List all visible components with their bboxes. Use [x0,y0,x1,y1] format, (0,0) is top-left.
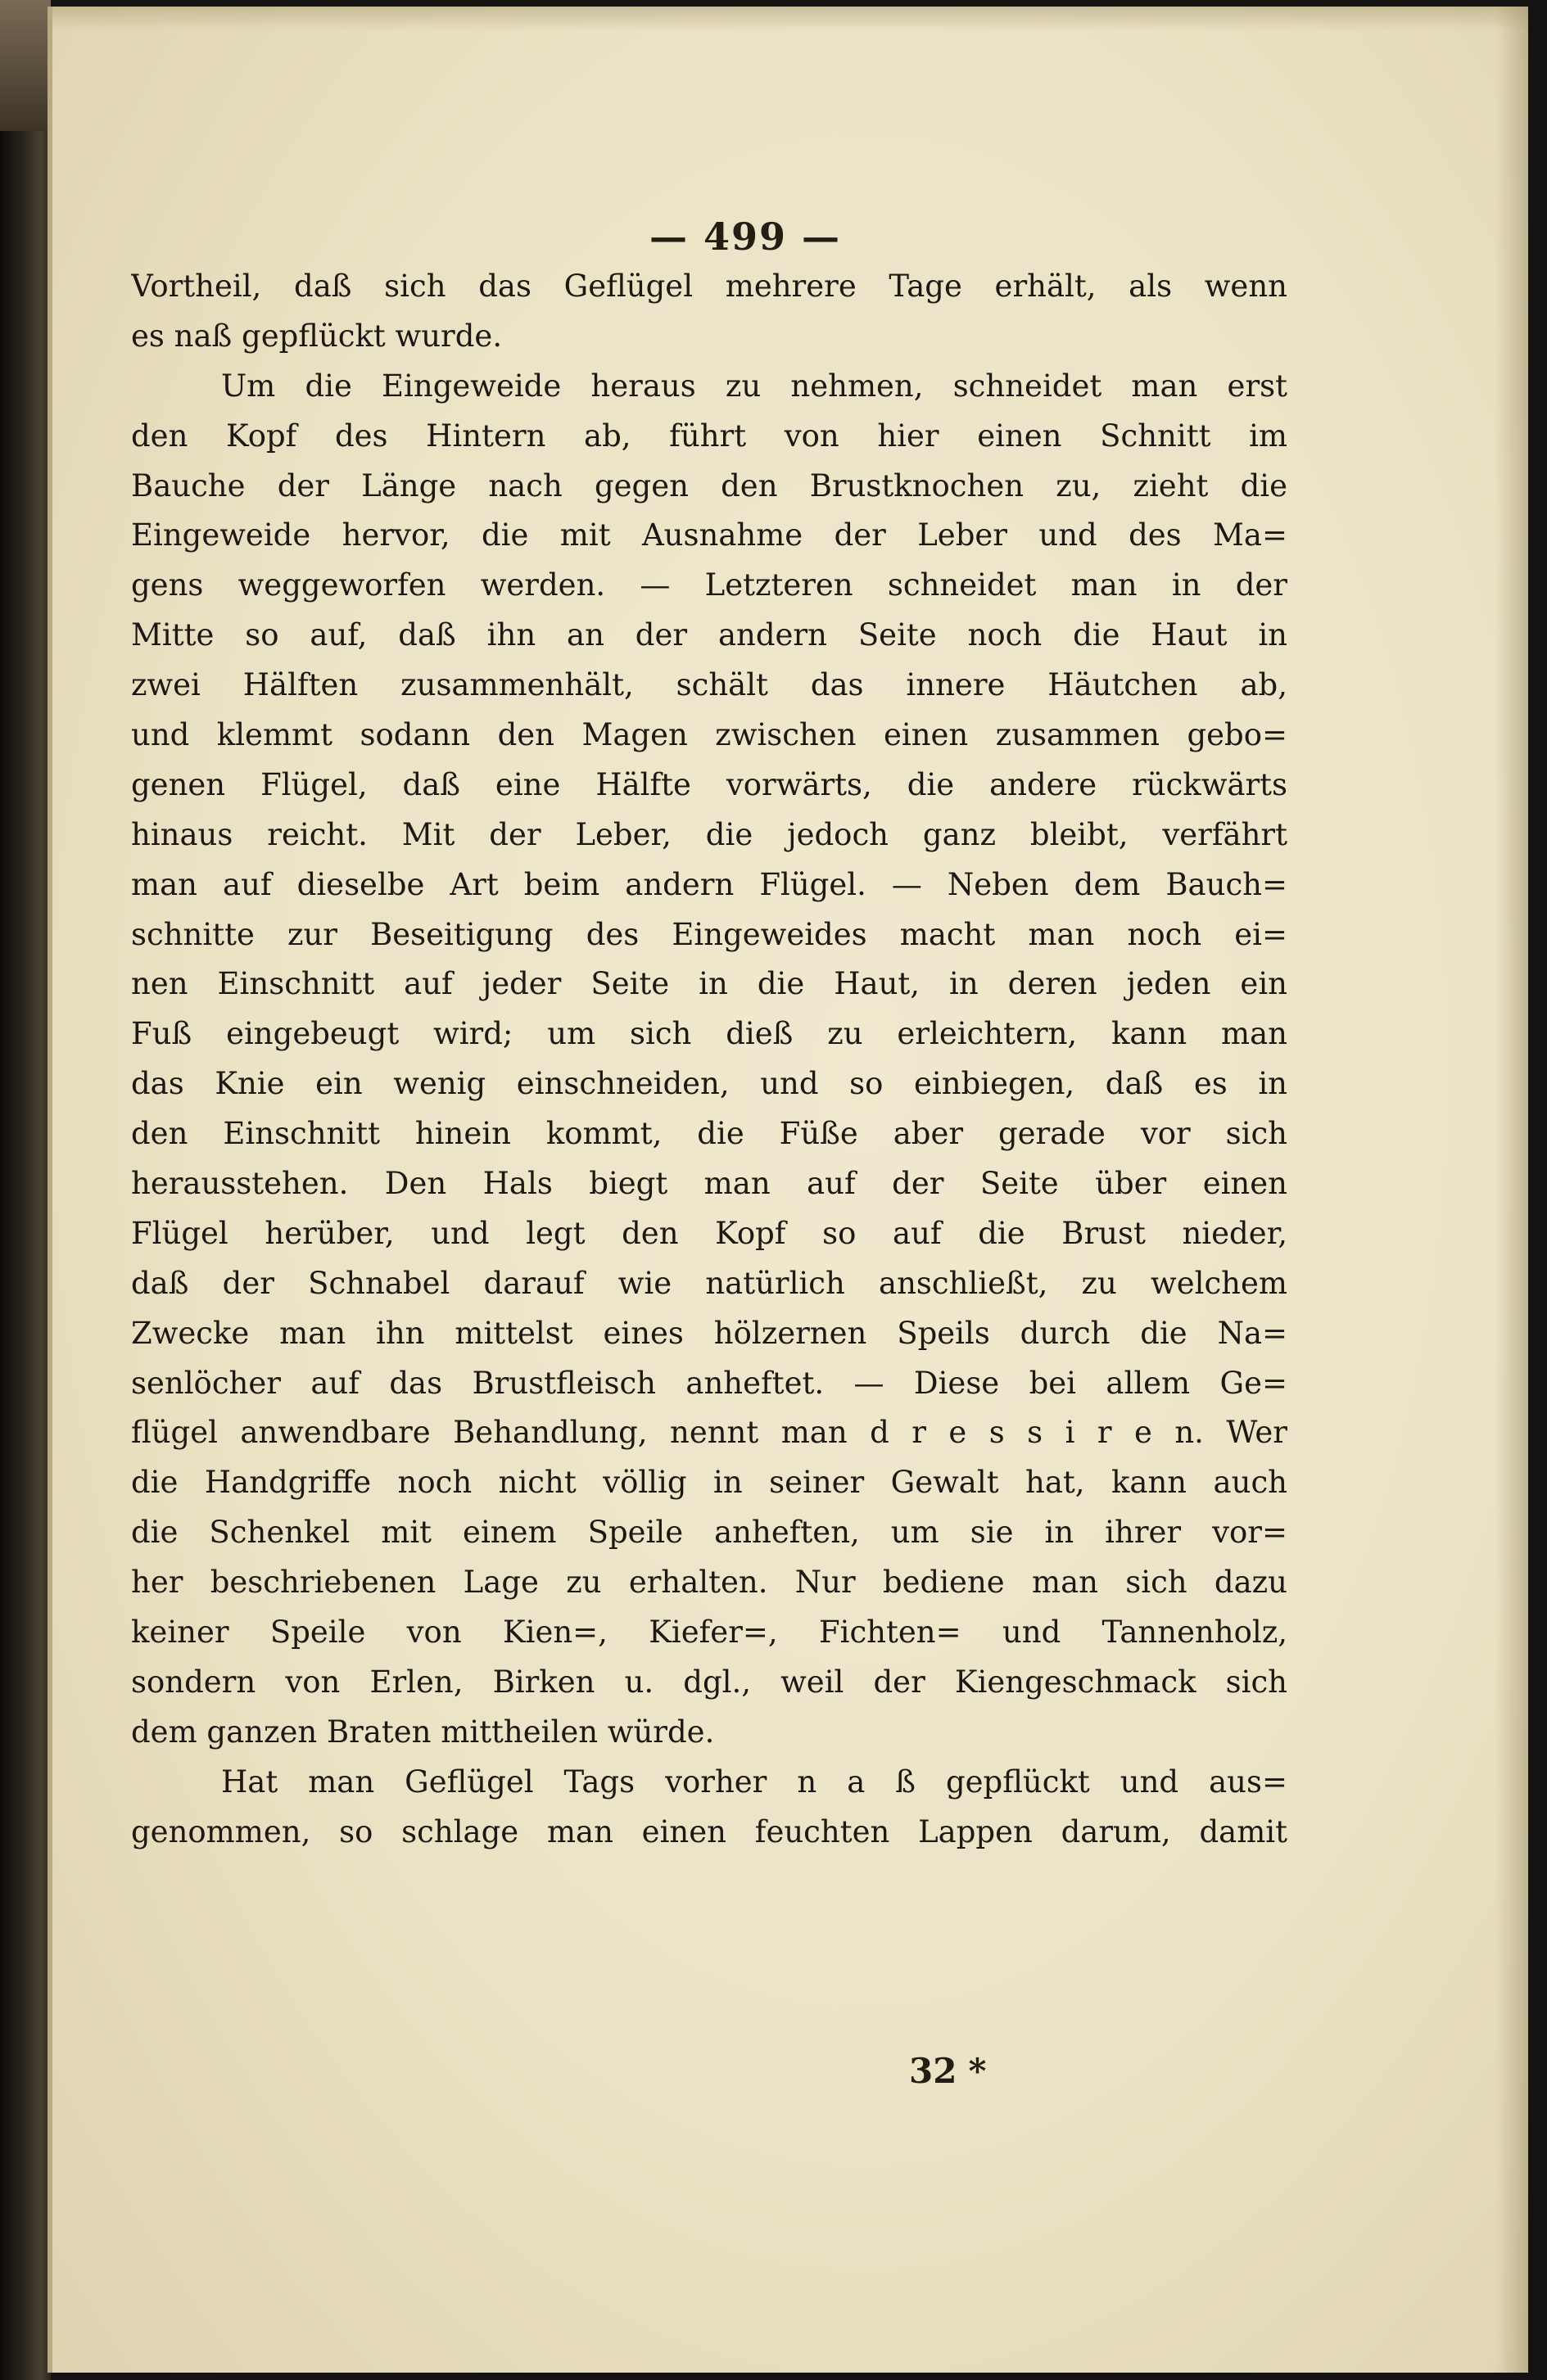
binding-corner [0,0,51,131]
text-line: es naß gepflückt wurde. [131,318,503,354]
text-line: das Knie ein wenig einschneiden, und so einbiegen, daß es in [131,1066,1287,1102]
text-line: den Einschnitt hinein kommt, die Füße aber gerade vor sich [131,1116,1287,1152]
text-line: Mitte so auf, daß ihn an der andern Seite noch die Haut in [131,617,1287,653]
asterisk-icon: * [968,2051,987,2091]
text-line: den Kopf des Hintern ab, führt von hier einen Schnitt im [131,418,1287,454]
text-line: Hat man Geflügel Tags vorher n a ß gepflückt und aus= [221,1764,1287,1800]
text-line: Vortheil, daß sich das Geflügel mehrere Tage erhält, als wenn [131,269,1287,304]
text-line: zwei Hälften zusammenhält, schält das innere Häutchen ab, [131,667,1287,703]
text-line: flügel anwendbare Behandlung, nennt man d r e s s i r e n. Wer [131,1415,1287,1451]
text-line: und klemmt sodann den Magen zwischen einen zusammen gebo= [131,717,1287,753]
text-line: genen Flügel, daß eine Hälfte vorwärts, die andere rückwärts [131,766,1287,802]
text-line: Flügel herüber, und legt den Kopf so auf die Brust nieder, [131,1215,1287,1251]
text-line: hinaus reicht. Mit der Leber, die jedoch ganz bleibt, verfährt [131,816,1287,852]
page-top-shading [52,7,1528,31]
text-line: keiner Speile von Kien=, Kiefer=, Fichten= und Tannenholz, [131,1615,1287,1651]
page-number: — 499 — [649,215,842,259]
text-line: sondern von Erlen, Birken u. dgl., weil der Kiengeschmack sich [131,1664,1287,1700]
text-line: die Schenkel mit einem Speile anheften, um sie in ihrer vor= [131,1515,1287,1551]
text-line: daß der Schnabel darauf wie natürlich anschließt, zu welchem [131,1265,1287,1301]
text-line: senlöcher auf das Brustfleisch anheftet. — Diese bei allem Ge= [131,1365,1287,1401]
text-line: her beschriebenen Lage zu erhalten. Nur bediene man sich dazu [131,1565,1287,1601]
text-line: genommen, so schlage man einen feuchten Lappen darum, damit [131,1813,1287,1849]
body-text [131,262,1287,1858]
text-line: schnitte zur Beseitigung des Eingeweides macht man noch ei= [131,916,1287,952]
text-line: Eingeweide hervor, die mit Ausnahme der Leber und des Ma= [131,517,1287,553]
text-line: gens weggeworfen werden. — Letzteren schneidet man in der [131,567,1287,603]
signature-number: 32 [909,2051,957,2091]
text-line: Zwecke man ihn mittelst eines hölzernen Speils durch die Na= [131,1315,1287,1351]
text-line: herausstehen. Den Hals biegt man auf der Seite über einen [131,1166,1287,1202]
text-line: dem ganzen Braten mittheilen würde. [131,1714,715,1750]
page-edge-shading [1495,7,1528,2373]
text-line: Um die Eingeweide heraus zu nehmen, schneidet man erst [221,368,1287,404]
text-line: man auf dieselbe Art beim andern Flügel. — Neben dem Bauch= [131,866,1287,902]
signature-mark [909,2051,1106,2091]
text-line: die Handgriffe noch nicht völlig in seiner Gewalt hat, kann auch [131,1465,1287,1501]
text-line: Bauche der Länge nach gegen den Brustknochen zu, zieht die [131,467,1287,504]
book-binding-edge [0,0,51,2380]
text-line: nen Einschnitt auf jeder Seite in die Haut, in deren jeden ein [131,966,1287,1002]
text-line: Fuß eingebeugt wird; um sich dieß zu erleichtern, kann man [131,1016,1287,1052]
